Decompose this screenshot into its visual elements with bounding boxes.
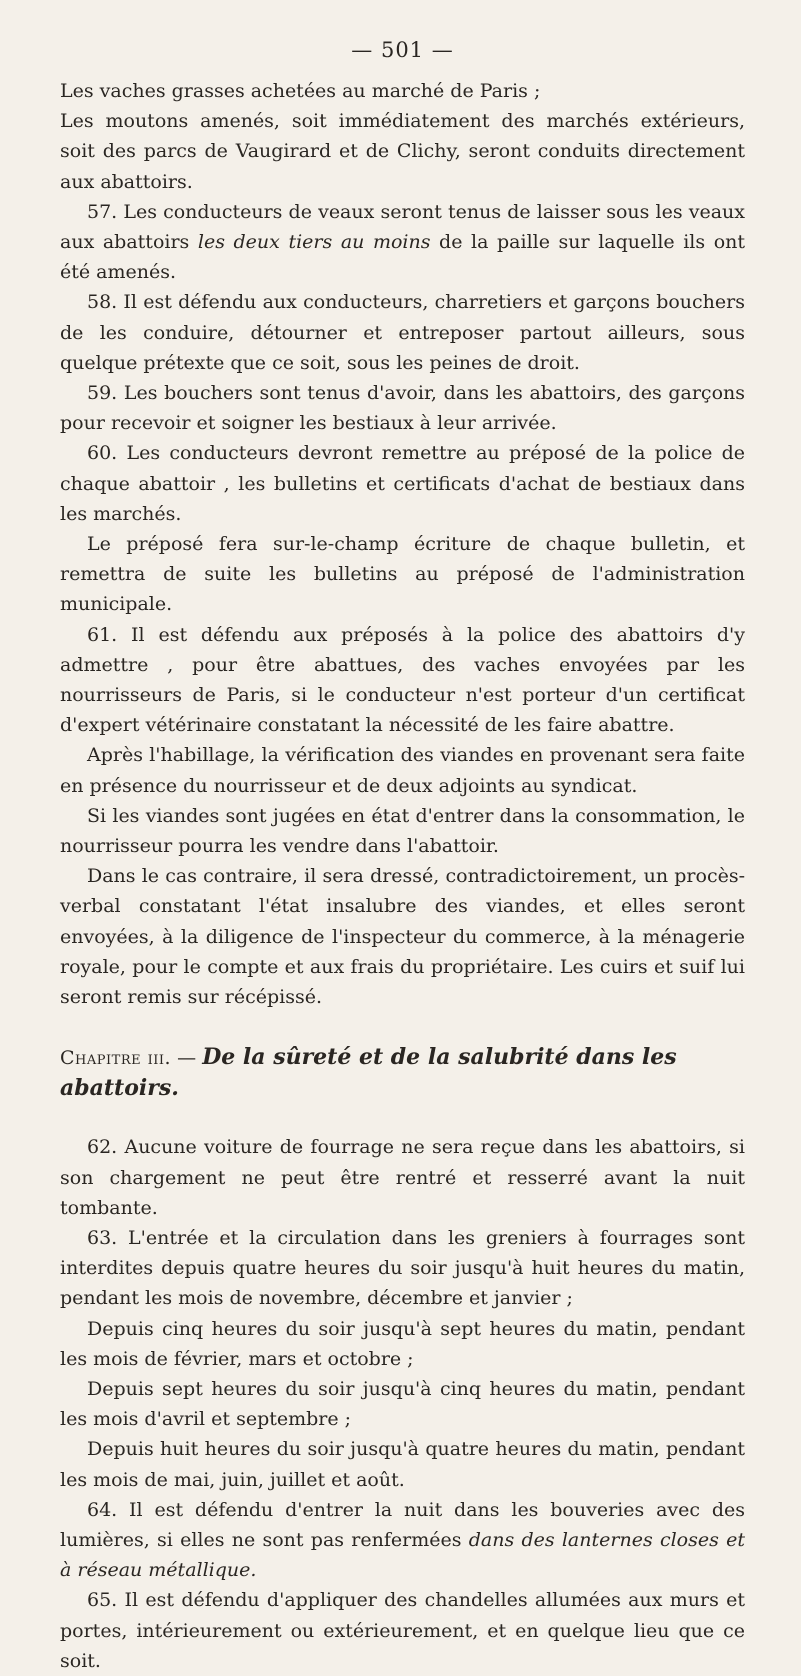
paragraph-text-continued: de la paille sur laquelle ils ont été amenés. — [60, 231, 746, 284]
article-number: 57. — [87, 200, 118, 223]
paragraph — [60, 106, 745, 197]
paragraph-text: Après l'habillage, la vérification des viandes en provenant sera faite en présence du nourrisseur et de deux adjoints au syndicat. — [60, 744, 745, 797]
paragraph-text: Depuis huit heures du soir jusqu'à quatre heures du matin, pendant les mois de mai, juin, juillet et août. — [60, 1438, 745, 1491]
paragraph-text: Les conducteurs devront remettre au préposé de la police de chaque abattoir , les bulletins et certificats d'achat de bestiaux dans les marchés. — [60, 442, 745, 525]
emphasis-text: dans des lanternes closes et à réseau métallique. — [60, 1528, 745, 1582]
paragraph-text: Les moutons amenés, soit immédiatement des marchés extérieurs, soit des parcs de Vaugirard et de Clichy, seront conduits directement aux abattoirs. — [60, 110, 745, 193]
page-number: — 501 — — [351, 38, 454, 62]
paragraph — [60, 1434, 745, 1494]
chapter-label: Chapitre iii. — [60, 1047, 172, 1070]
paragraph-text: Il est défendu d'entrer la nuit dans les bouveries avec des lumières, si elles ne sont pas renfermées — [60, 1498, 745, 1551]
article-number: 65. — [87, 1589, 118, 1612]
paragraph — [60, 438, 745, 529]
article-number: 62. — [87, 1136, 118, 1159]
article-number: 64. — [87, 1498, 118, 1521]
paragraph — [60, 1585, 745, 1676]
paragraph-text: Aucune voiture de fourrage ne sera reçue dans les abattoirs, si son chargement ne peut être rentré et resserré avant la nuit tombante. — [60, 1136, 745, 1219]
paragraph — [60, 197, 745, 288]
article-number: 63. — [87, 1226, 118, 1249]
paragraph — [60, 1132, 745, 1223]
paragraph-text: Le préposé fera sur-le-champ écriture de chaque bulletin, et remettra de suite les bulletins au préposé de l'administration municipale. — [60, 533, 745, 616]
article-number: 60. — [87, 442, 118, 465]
paragraph — [60, 378, 745, 438]
paragraph-text: Les conducteurs de veaux seront tenus de laisser sous les veaux aux abattoirs — [60, 200, 745, 254]
paragraph — [60, 1314, 745, 1374]
paragraph-text: L'entrée et la circulation dans les greniers à fourrages sont interdites depuis quatre heures du soir jusqu'à huit heures du matin, pendant les mois de novembre, décembre et janvier ; — [60, 1226, 745, 1310]
paragraph — [60, 861, 745, 1012]
paragraph-text: Les bouchers sont tenus d'avoir, dans les abattoirs, des garçons pour recevoir et soigner les bestiaux à leur arrivée. — [60, 382, 745, 435]
text-block-before-chapter — [60, 76, 745, 1012]
paragraph-text: Si les viandes sont jugées en état d'entrer dans la consommation, le nourrisseur pourra les vendre dans l'abattoir. — [60, 804, 745, 858]
paragraph — [60, 1495, 745, 1586]
article-number: 59. — [87, 382, 118, 405]
paragraph — [60, 801, 745, 861]
article-number: 58. — [87, 291, 118, 314]
chapter-title: De la sûreté et de la salubrité dans les abattoirs. — [60, 1044, 677, 1102]
paragraph — [60, 1374, 745, 1434]
chapter-heading — [60, 1042, 745, 1104]
paragraph — [60, 287, 745, 378]
paragraph-text: Depuis sept heures du soir jusqu'à cinq heures du matin, pendant les mois d'avril et septembre ; — [60, 1377, 745, 1431]
paragraph-text: Il est défendu aux conducteurs, charretiers et garçons bouchers de les conduire, détourner et entreposer partout ailleurs, sous quelque prétexte que ce soit, sous les peines de droit. — [60, 291, 745, 374]
paragraph — [60, 1223, 745, 1314]
paragraph — [60, 529, 745, 620]
emphasis-text: les deux tiers au moins — [197, 231, 431, 254]
article-number: 61. — [87, 623, 118, 646]
paragraph-text: Depuis cinq heures du soir jusqu'à sept heures du matin, pendant les mois de février, mars et octobre ; — [60, 1317, 745, 1370]
paragraph-text: Il est défendu aux préposés à la police des abattoirs d'y admettre , pour être abattues, des vaches envoyées par les nourrisseurs de Paris, si le conducteur n'est porteur d'un certificat d'expert vétérinaire constatant la nécessité de les faire abattre. — [60, 623, 745, 737]
paragraph-text: Les vaches grasses achetées au marché de Paris ; — [60, 80, 541, 102]
paragraph-text: Dans le cas contraire, il sera dressé, contradictoirement, un procès-verbal constatant l'état insalubre des viandes, et elles seront envoyées, à la diligence de l'inspecteur du commerce, à la ménagerie royale, pour le compte et aux frais du propriétaire. Les cuirs et suif lui seront remis sur récépissé. — [60, 865, 745, 1009]
paragraph — [60, 76, 745, 106]
text-block-after-chapter — [60, 1132, 745, 1676]
chapter-dash: — — [171, 1047, 203, 1070]
paragraph — [60, 620, 745, 741]
paragraph-text: Il est défendu d'appliquer des chandelles allumées aux murs et portes, intérieurement ou extérieurement, et en quelque lieu que ce soit. — [60, 1589, 745, 1672]
paragraph — [60, 740, 745, 800]
